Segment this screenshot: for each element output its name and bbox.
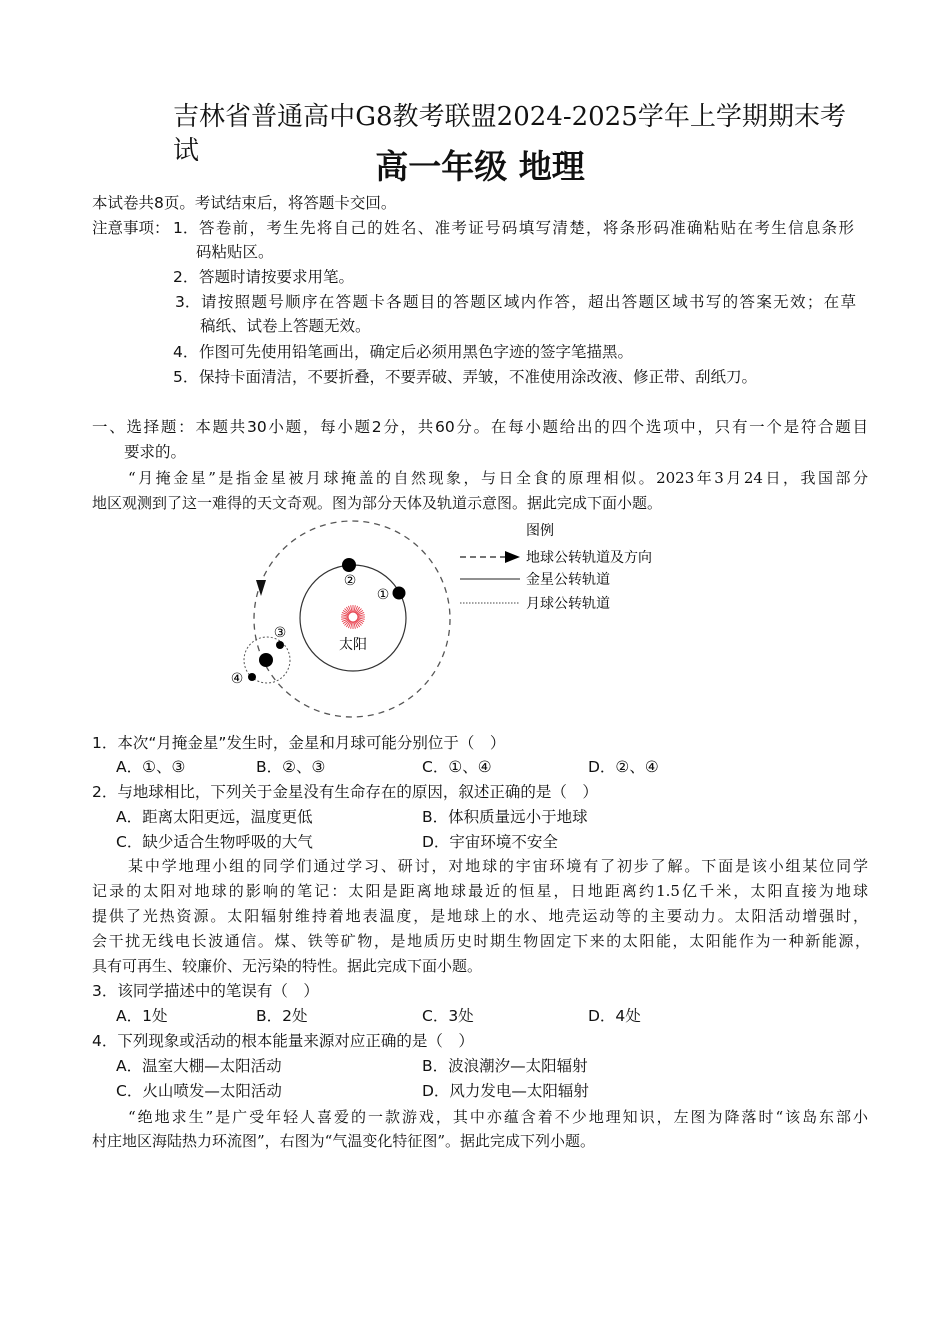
passage1-line1: “月掩金星”是指金星被月球掩盖的自然现象，与日全食的原理相似。2023年3月24日，我国部分 — [128, 469, 868, 487]
moon-position-4 — [248, 673, 256, 681]
note-1-text: 答卷前，考生先将自己的姓名、准考证号码填写清楚，将条形码准确粘贴在考生信息条形 — [199, 219, 854, 237]
venus-position-2 — [342, 558, 356, 572]
note-1-cont: 码粘贴区。 — [196, 243, 274, 261]
note-4-text: 作图可先使用铅笔画出，确定后必须用黑色字迹的签字笔描黑。 — [199, 343, 634, 361]
q4-option-b: B．波浪潮汐—太阳辐射 — [422, 1057, 588, 1075]
label-position-2: ② — [343, 573, 357, 589]
intro-text: 本试卷共8页。考试结束后，将答题卡交回。 — [92, 194, 397, 212]
legend-venus-orbit: 金星公转轨道 — [526, 572, 610, 588]
exam-title: 吉林省普通高中G8教考联盟2024-2025学年上学期期末考试 — [173, 102, 846, 166]
q1-option-b: B．②、③ — [256, 758, 326, 776]
notes-label: 注意事项： — [92, 219, 170, 237]
section-heading: 一、选择题：本题共30小题，每小题2分，共60分。在每小题给出的四个选项中，只有一个是符合题目 — [92, 418, 868, 436]
q4-stem: 4．下列现象或活动的根本能量来源对应正确的是（ ） — [92, 1032, 474, 1050]
note-5-text: 保持卡面清洁，不要折叠，不要弄破、弄皱，不准使用涂改液、修正带、刮纸刀。 — [199, 368, 758, 386]
q3-stem: 3．该同学描述中的笔误有（ ） — [92, 982, 319, 1000]
note-5-num: 5． — [173, 368, 199, 386]
q3-option-a: A．1处 — [116, 1007, 168, 1025]
passage2-line1: 某中学地理小组的同学们通过学习、研讨，对地球的宇宙环境有了初步了解。下面是该小组某位同学 — [128, 857, 868, 875]
passage2-line4: 会干扰无线电长波通信。煤、铁等矿物，是地质历史时期生物固定下来的太阳能，太阳能作为一种新能源， — [92, 932, 870, 950]
q3-option-b: B．2处 — [256, 1007, 308, 1025]
q1-stem: 1．本次“月掩金星”发生时，金星和月球可能分别位于（ ） — [92, 734, 506, 752]
section-heading-cont: 要求的。 — [124, 443, 187, 461]
note-2-text: 答题时请按要求用笔。 — [199, 268, 355, 286]
passage3-line1: “绝地求生”是广受年轻人喜爱的一款游戏，其中亦蕴含着不少地理知识，左图为降落时“该岛东部小 — [128, 1108, 868, 1126]
passage1-line2: 地区观测到了这一难得的天文奇观。图为部分天体及轨道示意图。据此完成下面小题。 — [92, 494, 663, 512]
label-position-1: ① — [376, 587, 390, 603]
q2-stem: 2．与地球相比，下列关于金星没有生命存在的原因，叙述正确的是（ ） — [92, 783, 598, 801]
q2-option-d: D．宇宙环境不安全 — [422, 833, 558, 851]
sun-icon — [341, 605, 365, 629]
q1-option-d: D．②、④ — [588, 758, 659, 776]
q4-option-c: C．火山喷发—太阳活动 — [116, 1082, 282, 1100]
q3-option-c: C．3处 — [422, 1007, 474, 1025]
note-3-cont: 稿纸、试卷上答题无效。 — [200, 317, 371, 335]
q2-option-c: C．缺少适合生物呼吸的大气 — [116, 833, 313, 851]
note-1-num: 1． — [173, 219, 199, 237]
q2-option-a: A．距离太阳更远，温度更低 — [116, 808, 313, 826]
sun-label: 太阳 — [339, 637, 367, 653]
label-position-4: ④ — [230, 671, 244, 687]
earth — [259, 653, 273, 667]
legend-earth-orbit: 地球公转轨道及方向 — [526, 550, 652, 566]
passage2-line5: 具有可再生、较廉价、无污染的特性。据此完成下面小题。 — [92, 957, 483, 975]
sun-core — [348, 612, 358, 622]
legend-arrow-icon — [505, 551, 520, 563]
label-position-3: ③ — [273, 625, 287, 641]
legend-moon-orbit: 月球公转轨道 — [526, 596, 610, 612]
q1-option-c: C．①、④ — [422, 758, 492, 776]
q1-option-a: A．①、③ — [116, 758, 186, 776]
q4-option-d: D．风力发电—太阳辐射 — [422, 1082, 589, 1100]
passage3-line2: 村庄地区海陆热力环流图”，右图为“气温变化特征图”。据此完成下列小题。 — [92, 1132, 596, 1150]
q2-option-b: B．体积质量远小于地球 — [422, 808, 588, 826]
note-2-num: 2． — [173, 268, 199, 286]
note-4-num: 4． — [173, 343, 199, 361]
passage2-line2: 记录的太阳对地球的影响的笔记：太阳是距离地球最近的恒星，日地距离约1.5亿千米，太阳直接为地球 — [92, 882, 868, 900]
exam-subtitle: 高一年级 地理 — [375, 147, 585, 186]
note-3-text: 请按照题号顺序在答题卡各题目的答题区域内作答，超出答题区域书写的答案无效；在草 — [201, 293, 856, 311]
note-3-num: 3． — [175, 293, 201, 311]
venus-position-1 — [393, 587, 406, 600]
moon-position-3 — [276, 641, 284, 649]
passage2-line3: 提供了光热资源。太阳辐射维持着地表温度，是地球上的水、地壳运动等的主要动力。太阳活动增强时， — [92, 907, 868, 925]
q4-option-a: A．温室大棚—太阳活动 — [116, 1057, 282, 1075]
q3-option-d: D．4处 — [588, 1007, 641, 1025]
legend-title: 图例 — [526, 523, 554, 539]
